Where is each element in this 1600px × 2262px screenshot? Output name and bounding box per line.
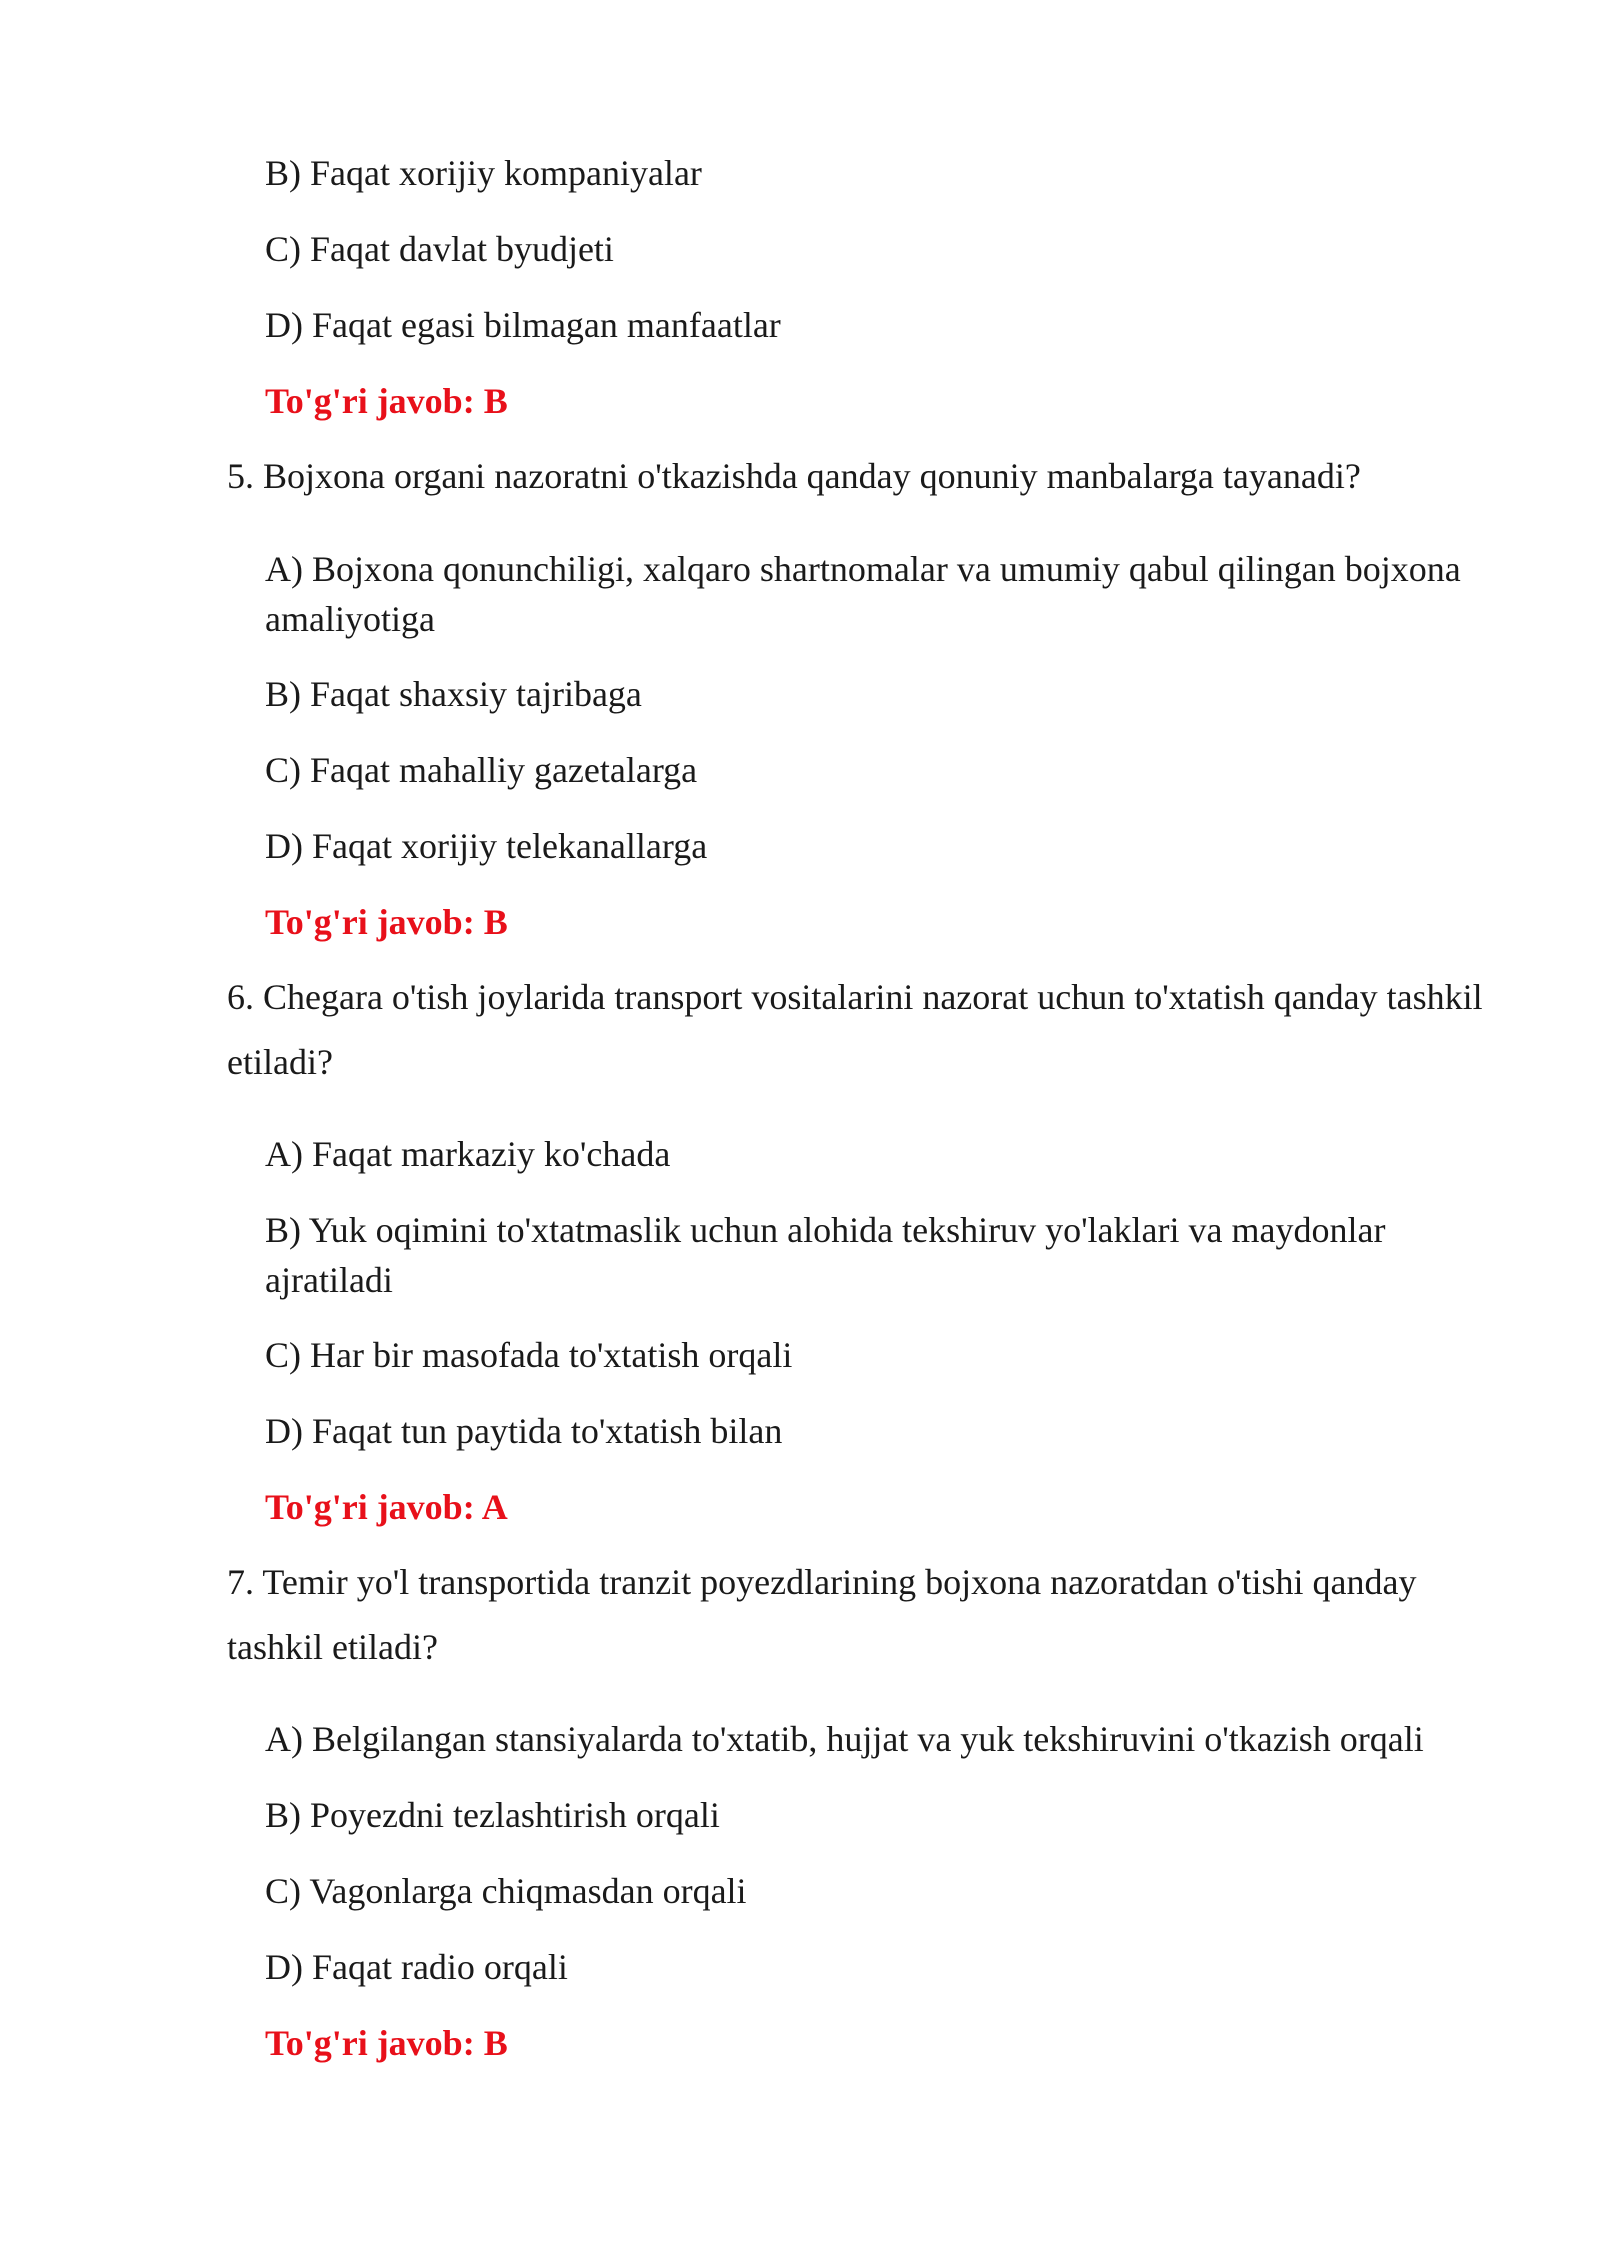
q4-option-b: B) Faqat xorijiy kompaniyalar bbox=[265, 153, 702, 193]
q4-option-c: C) Faqat davlat byudjeti bbox=[265, 229, 614, 269]
q7-option-c: C) Vagonlarga chiqmasdan orqali bbox=[265, 1871, 747, 1911]
q5-option-b: B) Faqat shaxsiy tajribaga bbox=[265, 674, 642, 714]
q4-correct-answer: To'g'ri javob: B bbox=[265, 381, 508, 421]
q7-option-a: A) Belgilangan stansiyalarda to'xtatib, hujjat va yuk tekshiruvini o'tkazish orqali bbox=[265, 1719, 1424, 1759]
q7-option-d: D) Faqat radio orqali bbox=[265, 1947, 568, 1987]
q7-correct-answer: To'g'ri javob: B bbox=[265, 2023, 508, 2063]
q5-question-text: 5. Bojxona organi nazoratni o'tkazishda qanday qonuniy manbalarga tayanadi? bbox=[227, 456, 1361, 496]
q5-correct-answer: To'g'ri javob: B bbox=[265, 902, 508, 942]
q4-option-d: D) Faqat egasi bilmagan manfaatlar bbox=[265, 305, 781, 345]
q6-option-b: B) Yuk oqimini to'xtatmaslik uchun alohida tekshiruv yo'laklari va maydonlar ajratiladi bbox=[265, 1210, 1386, 1300]
q6-option-c: C) Har bir masofada to'xtatish orqali bbox=[265, 1335, 793, 1375]
q5-option-d: D) Faqat xorijiy telekanallarga bbox=[265, 826, 708, 866]
q7-option-b: B) Poyezdni tezlashtirish orqali bbox=[265, 1795, 720, 1835]
q7-question-text: 7. Temir yo'l transportida tranzit poyezdlarining bojxona nazoratdan o'tishi qanday tashkil etiladi? bbox=[227, 1562, 1417, 1667]
q5-option-a: A) Bojxona qonunchiligi, xalqaro shartnomalar va umumiy qabul qilingan bojxona amaliyotiga bbox=[265, 549, 1461, 639]
q6-option-a: A) Faqat markaziy ko'chada bbox=[265, 1134, 671, 1174]
q6-question-text: 6. Chegara o'tish joylarida transport vositalarini nazorat uchun to'xtatish qanday tashkil etiladi? bbox=[227, 977, 1483, 1082]
q6-correct-answer: To'g'ri javob: A bbox=[265, 1487, 508, 1527]
q6-option-d: D) Faqat tun paytida to'xtatish bilan bbox=[265, 1411, 783, 1451]
q5-option-c: C) Faqat mahalliy gazetalarga bbox=[265, 750, 698, 790]
